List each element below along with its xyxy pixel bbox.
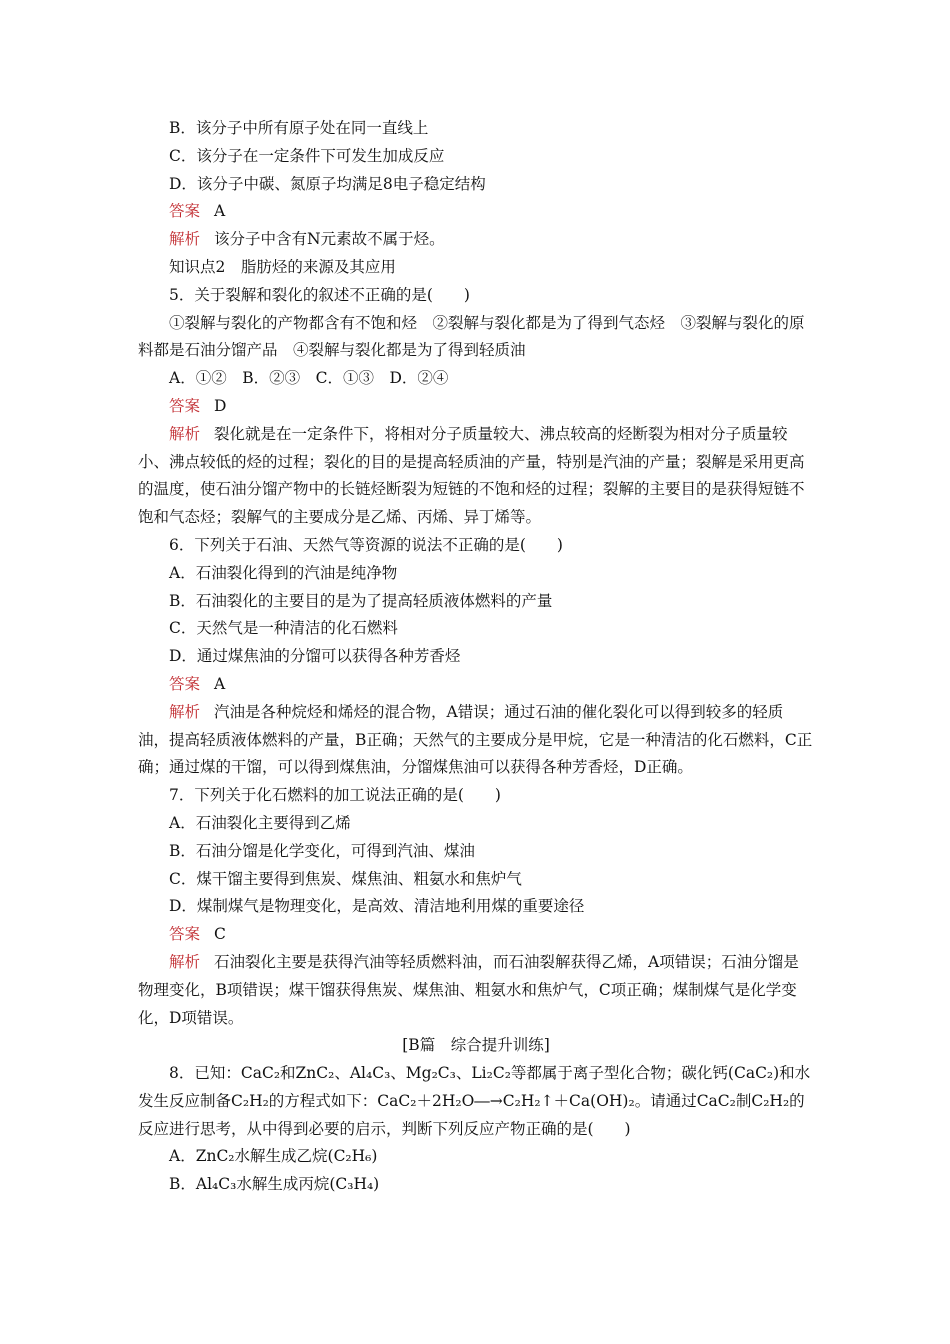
answer-label: 答案 <box>169 925 201 944</box>
q6-option-b: B．石油裂化的主要目的是为了提高轻质液体燃料的产量 <box>169 591 553 610</box>
q6-answer-value: A <box>214 674 226 693</box>
q7-analysis <box>138 949 814 1032</box>
q6-option-a: A．石油裂化得到的汽油是纯净物 <box>169 563 398 582</box>
q4-analysis <box>138 226 814 254</box>
answer-label: 答案 <box>169 674 201 693</box>
q7-answer <box>138 921 814 949</box>
q7-analysis-text: 石油裂化主要是获得汽油等轻质燃料油，而石油裂解获得乙烯，A项错误；石油分馏是物理变化，B项错误；煤干馏获得焦炭、煤焦油、粗氨水和焦炉气，C项正确；煤制煤气是化学变化，D项错误。 <box>138 952 799 1027</box>
analysis-label: 解析 <box>169 952 201 971</box>
q5-options: A．①② B．②③ C．①③ D．②④ <box>169 369 449 388</box>
q6-option-c: C．天然气是一种清洁的化石燃料 <box>169 619 398 638</box>
q7-option-b: B．石油分馏是化学变化，可得到汽油、煤油 <box>169 841 475 860</box>
q7-option-d: D．煤制煤气是物理变化，是高效、清洁地利用煤的重要途径 <box>169 897 585 916</box>
analysis-label: 解析 <box>169 230 201 249</box>
q5-answer <box>138 393 814 421</box>
q7-option-a: A．石油裂化主要得到乙烯 <box>169 813 351 832</box>
q7-option-c: C．煤干馏主要得到焦炭、煤焦油、粗氨水和焦炉气 <box>169 869 522 888</box>
q4-answer <box>138 198 814 226</box>
answer-label: 答案 <box>169 202 201 221</box>
q7-stem: 7．下列关于化石燃料的加工说法正确的是( ) <box>169 786 501 805</box>
q4-option-c: C．该分子在一定条件下可发生加成反应 <box>169 146 445 165</box>
analysis-label: 解析 <box>169 702 201 721</box>
q8-option-a: A．ZnC₂水解生成乙烷(C₂H₆) <box>169 1147 378 1166</box>
q6-answer <box>138 671 814 699</box>
q5-analysis-text: 裂化就是在一定条件下，将相对分子质量较大、沸点较高的烃断裂为相对分子质量较小、沸点较低的烃的过程；裂化的目的是提高轻质油的产量，特别是汽油的产量；裂解是采用更高的温度，使石油分馏产物中的长链烃断裂为短链的不饱和烃的过程；裂解的主要目的是获得短链不饱和气态烃；裂解气的主要成分是乙烯、丙烯、异丁烯等。 <box>138 424 805 527</box>
q8-stem: 8．已知：CaC₂和ZnC₂、Al₄C₃、Mg₂C₃、Li₂C₂等都属于离子型化合物；碳化钙(CaC₂)和水发生反应制备C₂H₂的方程式如下：CaC₂＋2H₂O―→C₂H₂↑＋Ca(OH)₂。请通过CaC₂制C₂H₂的反应进行思考，从中得到必要的启示，判断下列反应产物正确的是( ) <box>138 1064 811 1138</box>
q5-answer-value: D <box>214 396 227 415</box>
q4-answer-value: A <box>214 202 226 221</box>
section-b-heading: [B篇 综合提升训练] <box>402 1036 550 1055</box>
answer-label: 答案 <box>169 396 201 415</box>
q6-stem: 6．下列关于石油、天然气等资源的说法不正确的是( ) <box>169 535 563 554</box>
document-page <box>138 115 814 1199</box>
analysis-label: 解析 <box>169 424 201 443</box>
q4-option-d: D．该分子中碳、氮原子均满足8电子稳定结构 <box>169 174 486 193</box>
q6-option-d: D．通过煤焦油的分馏可以获得各种芳香烃 <box>169 647 461 666</box>
q6-analysis <box>138 699 814 782</box>
q5-statements: ①裂解与裂化的产物都含有不饱和烃 ②裂解与裂化都是为了得到气态烃 ③裂解与裂化的原料都是石油分馏产品 ④裂解与裂化都是为了得到轻质油 <box>138 313 805 360</box>
q6-analysis-text: 汽油是各种烷烃和烯烃的混合物，A错误；通过石油的催化裂化可以得到较多的轻质油，提高轻质液体燃料的产量，B正确；天然气的主要成分是甲烷，它是一种清洁的化石燃料，C正确；通过煤的干馏，可以得到煤焦油，分馏煤焦油可以获得各种芳香烃，D正确。 <box>138 702 813 777</box>
q4-analysis-text: 该分子中含有N元素故不属于烃。 <box>214 230 445 249</box>
q4-option-b: B．该分子中所有原子处在同一直线上 <box>169 119 429 137</box>
q7-answer-value: C <box>214 925 226 944</box>
q8-option-b: B．Al₄C₃水解生成丙烷(C₃H₄) <box>169 1175 380 1194</box>
q5-analysis <box>138 421 814 532</box>
q5-stem: 5．关于裂解和裂化的叙述不正确的是( ) <box>169 285 470 304</box>
section-knowledge-2: 知识点2 脂肪烃的来源及其应用 <box>169 257 396 276</box>
